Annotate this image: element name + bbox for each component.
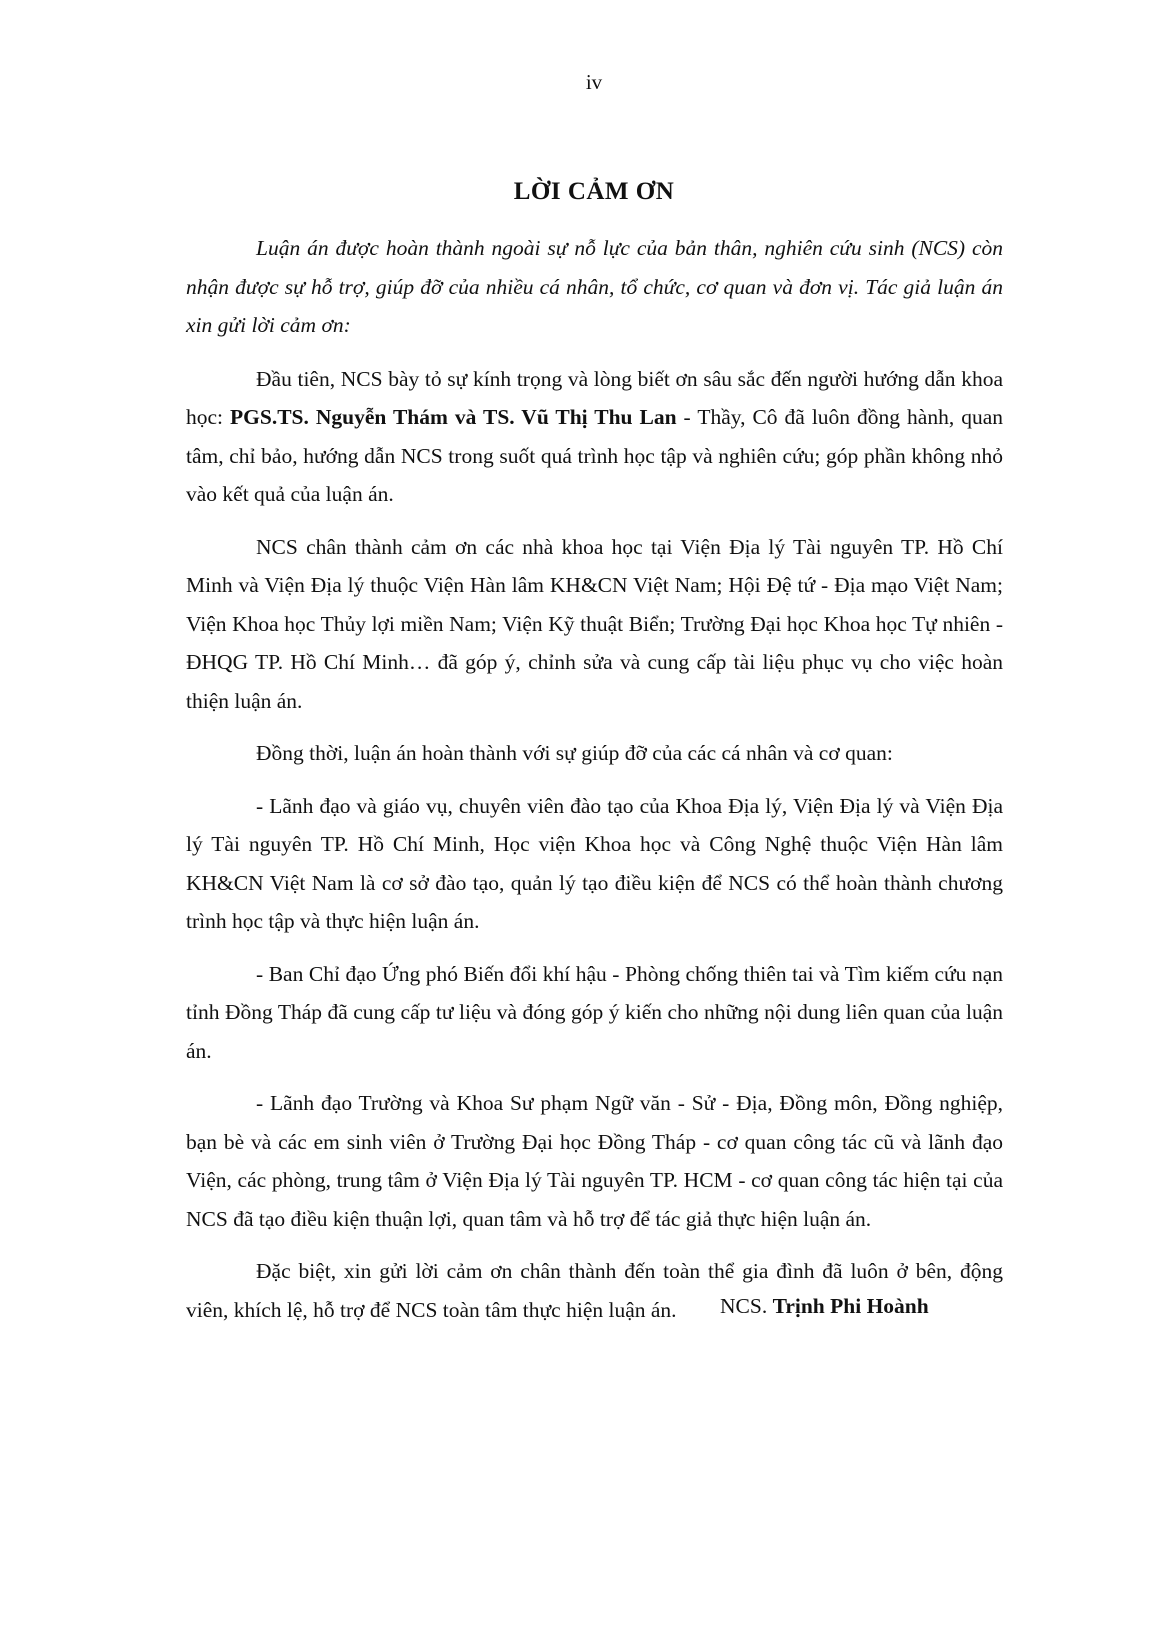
intro-paragraph: Luận án được hoàn thành ngoài sự nỗ lực của bản thân, nghiên cứu sinh (NCS) còn nhận được sự hỗ trợ, giúp đỡ của nhiều cá nhân, tổ chức, cơ quan và đơn vị. Tác giả luận án xin gửi lời cảm ơn: xyxy=(186,236,1003,337)
institutions-paragraph: - Lãnh đạo và giáo vụ, chuyên viên đào tạo của Khoa Địa lý, Viện Địa lý và Viện Địa lý Tài nguyên TP. Hồ Chí Minh, Học viện Khoa học và Công Nghệ thuộc Viện Hàn lâm KH&CN Việt Nam là cơ sở đào tạo, quản lý tạo điều kiện để NCS có thể hoàn thành chương trình học tập và thực hiện luận án. xyxy=(186,793,1003,933)
colleagues-paragraph: - Lãnh đạo Trường và Khoa Sư phạm Ngữ văn - Sử - Địa, Đồng môn, Đồng nghiệp, bạn bè và các em sinh viên ở Trường Đại học Đồng Tháp - cơ quan công tác cũ và lãnh đạo Viện, các phòng, trung tâm ở Viện Địa lý Tài nguyên TP. HCM - cơ quan công tác hiện tại của NCS đã tạo điều kiện thuận lợi, quan tâm và hỗ trợ để tác giả thực hiện luận án. xyxy=(186,1091,1003,1231)
signature-prefix: NCS. xyxy=(720,1294,773,1318)
support-intro-paragraph: Đồng thời, luận án hoàn thành với sự giúp đỡ của các cá nhân và cơ quan: xyxy=(256,741,893,765)
steering-committee-paragraph: - Ban Chỉ đạo Ứng phó Biến đổi khí hậu - Phòng chống thiên tai và Tìm kiếm cứu nạn tỉnh Đồng Tháp đã cung cấp tư liệu và đóng góp ý kiến cho những nội dung liên quan của luận án. xyxy=(186,961,1003,1063)
page-title: LỜI CẢM ƠN xyxy=(513,178,675,205)
signature xyxy=(720,1287,929,1326)
advisor-text-before: Đầu tiên, NCS bày tỏ sự kính trọng và lòng biết ơn sâu sắc đến người hướng dẫn khoa học: xyxy=(186,366,1003,429)
signature-name: Trịnh Phi Hoành xyxy=(772,1294,929,1318)
family-paragraph: Đặc biệt, xin gửi lời cảm ơn chân thành đến toàn thể gia đình đã luôn ở bên, động viên, khích lệ, hỗ trợ để NCS toàn tâm thực hiện luận án. xyxy=(186,1259,1003,1322)
scientists-paragraph: NCS chân thành cảm ơn các nhà khoa học tại Viện Địa lý Tài nguyên TP. Hồ Chí Minh và Viện Địa lý thuộc Viện Hàn lâm KH&CN Việt Nam; Hội Đệ tứ - Địa mạo Việt Nam; Viện Khoa học Thủy lợi miền Nam; Viện Kỹ thuật Biển; Trường Đại học Khoa học Tự nhiên - ĐHQG TP. Hồ Chí Minh… đã góp ý, chỉnh sửa và cung cấp tài liệu phục vụ cho việc hoàn thiện luận án. xyxy=(186,534,1003,713)
page-number: iv xyxy=(585,70,603,94)
acknowledgement-body xyxy=(186,229,1003,1343)
advisor-names: PGS.TS. Nguyễn Thám và TS. Vũ Thị Thu Lan xyxy=(230,405,677,429)
advisor-paragraph xyxy=(186,360,1003,514)
advisor-text-after: - Thầy, Cô đã luôn đồng hành, quan tâm, chỉ bảo, hướng dẫn NCS trong suốt quá trình học tập và nghiên cứu; góp phần không nhỏ vào kết quả của luận án. xyxy=(186,405,1003,506)
